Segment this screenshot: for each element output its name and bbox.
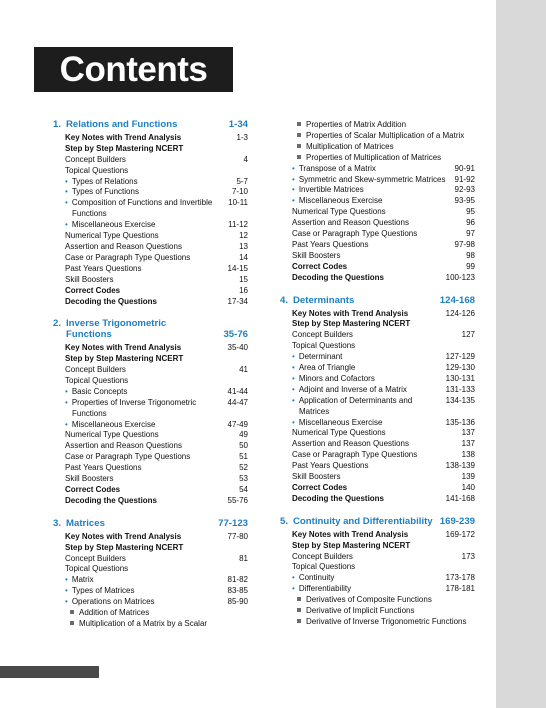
toc-topic-label: • Application of Determinants and Matrices [280, 396, 442, 418]
toc-entry-page: 98 [466, 250, 475, 260]
toc-entry[interactable] [53, 463, 248, 474]
chapter-row [280, 296, 475, 307]
toc-entry-label: Case or Paragraph Type Questions [65, 452, 191, 462]
toc-topic-page: 129-130 [445, 363, 475, 373]
toc-subtopic-label: Properties of Scalar Multiplication of a Matrix [280, 131, 471, 142]
toc-entry-label: Numerical Type Questions [65, 430, 159, 440]
toc-section[interactable] [280, 319, 475, 330]
toc-entry[interactable] [53, 554, 248, 565]
toc-entry[interactable] [53, 430, 248, 441]
toc-topic-label: • Determinant [280, 352, 442, 363]
toc-entry[interactable] [53, 231, 248, 242]
chapter-number: 5. [280, 515, 289, 527]
toc-entry[interactable] [280, 251, 475, 262]
toc-topic-page: 85-90 [227, 597, 248, 607]
toc-topic-page: 11-12 [228, 220, 248, 230]
chapter-heading[interactable] [280, 296, 475, 307]
toc-topic-page: 90-91 [454, 163, 475, 173]
toc-section-label: Key Notes with Trend Analysis [292, 529, 409, 539]
toc-subtopic[interactable] [53, 608, 248, 619]
toc-subtopic[interactable] [280, 142, 475, 153]
toc-entry-page: 41 [239, 365, 248, 375]
chapter-heading[interactable] [53, 120, 248, 131]
toc-section-page: 17-34 [227, 296, 248, 306]
chapter-title-text: Functions [66, 329, 112, 341]
toc-topic-page: 41-44 [227, 386, 248, 396]
toc-topic-label: • Transpose of a Matrix [280, 164, 451, 175]
toc-topic[interactable] [53, 597, 248, 608]
toc-entry-page: 138 [461, 450, 475, 460]
toc-topic[interactable] [280, 418, 475, 429]
toc-section[interactable] [280, 530, 475, 541]
toc-entry-label: Past Years Questions [292, 239, 369, 249]
toc-entry[interactable] [53, 275, 248, 286]
toc-entry-page: 14 [239, 252, 248, 262]
toc-topic-label: • Basic Concepts [53, 387, 224, 398]
toc-subtopic-label: Multiplication of a Matrix by a Scalar [53, 619, 244, 630]
toc-entry-label: Case or Paragraph Type Questions [65, 252, 191, 262]
toc-topic-page: 44-47 [227, 397, 248, 407]
toc-entry-page: 15 [239, 274, 248, 284]
toc-section[interactable] [280, 483, 475, 494]
toc-entry-label: Numerical Type Questions [292, 428, 386, 438]
toc-section[interactable] [53, 286, 248, 297]
toc-topic-page: 92-93 [454, 185, 475, 195]
toc-topic-page: 134-135 [445, 395, 475, 405]
chapter-number: 3. [53, 517, 62, 529]
toc-entry[interactable] [53, 474, 248, 485]
toc-topic-label: • Matrix [53, 575, 224, 586]
toc-entry-label: Topical Questions [292, 341, 356, 351]
toc-section[interactable] [53, 343, 248, 354]
toc-entry-page: 139 [461, 472, 475, 482]
toc-section-label: Key Notes with Trend Analysis [292, 308, 409, 318]
toc-subtopic[interactable] [280, 606, 475, 617]
toc-entry-page: 137 [461, 428, 475, 438]
toc-section[interactable] [53, 532, 248, 543]
toc-topic[interactable] [280, 374, 475, 385]
chapter-title-text: Determinants [293, 294, 355, 306]
toc-topic[interactable] [280, 196, 475, 207]
chapter-title-text: Continuity and Differentiability [293, 515, 433, 527]
toc-section-label: Correct Codes [65, 285, 121, 295]
toc-entry[interactable] [53, 441, 248, 452]
chapter-title [53, 519, 214, 530]
toc-topic-label: • Minors and Cofactors [280, 374, 442, 385]
toc-topic[interactable] [280, 584, 475, 595]
toc-entry[interactable] [53, 452, 248, 463]
toc-subtopic-label: Addition of Matrices [53, 608, 244, 619]
toc-topic[interactable] [53, 198, 248, 220]
toc-entry-label: Skill Boosters [65, 474, 114, 484]
toc-entry[interactable] [280, 330, 475, 341]
toc-entry-page: 95 [466, 207, 475, 217]
toc-entry[interactable] [280, 240, 475, 251]
toc-topic-label: • Area of Triangle [280, 363, 442, 374]
toc-topic-label: • Miscellaneous Exercise [53, 420, 224, 431]
toc-topic[interactable] [280, 185, 475, 196]
toc-section-page: 55-76 [227, 495, 248, 505]
page-edge-strip [496, 0, 546, 708]
chapter-heading[interactable] [280, 517, 475, 528]
toc-subtopic[interactable] [280, 153, 475, 164]
toc-section-page: 99 [466, 261, 475, 271]
toc-entry[interactable] [53, 155, 248, 166]
toc-topic-page: 81-82 [227, 575, 248, 585]
toc-entry-label: Past Years Questions [292, 461, 369, 471]
toc-subtopic-label: Multiplication of Matrices [280, 142, 471, 153]
toc-entry[interactable] [280, 552, 475, 563]
toc-topic[interactable] [53, 187, 248, 198]
toc-topic[interactable] [53, 387, 248, 398]
toc-section[interactable] [53, 354, 248, 365]
toc-topic[interactable] [280, 164, 475, 175]
chapter-page-range: 124-168 [439, 294, 475, 306]
toc-entry-label: Topical Questions [65, 165, 129, 175]
toc-entry-page: 81 [239, 553, 248, 563]
toc-section[interactable] [53, 543, 248, 554]
toc-topic-page: 130-131 [445, 373, 475, 383]
toc-section[interactable] [53, 297, 248, 308]
chapter-number: 1. [53, 119, 62, 130]
chapter-page-range: 35-76 [223, 329, 248, 341]
toc-topic-page: 5-7 [236, 176, 248, 186]
toc-topic-page: 83-85 [227, 586, 248, 596]
toc-topic[interactable] [53, 177, 248, 188]
toc-section-page: 169-172 [445, 529, 475, 539]
toc-entry-label: Case or Paragraph Type Questions [292, 450, 418, 460]
toc-section-page: 140 [461, 483, 475, 492]
toc-subtopic[interactable] [280, 120, 475, 131]
toc-topic[interactable] [280, 573, 475, 584]
toc-section-page: 35-40 [227, 343, 248, 353]
chapter-row [280, 517, 475, 528]
toc-entry-label: Numerical Type Questions [292, 207, 386, 217]
toc-entry-label: Assertion and Reason Questions [65, 241, 182, 251]
toc-entry-page: 52 [239, 463, 248, 473]
toc-topic-label: • Miscellaneous Exercise [280, 418, 442, 429]
toc-entry[interactable] [280, 461, 475, 472]
toc-section[interactable] [53, 485, 248, 496]
toc-section-page: 100-123 [445, 272, 475, 282]
toc-entry-label: Assertion and Reason Questions [65, 441, 182, 451]
toc-entry[interactable] [53, 376, 248, 387]
toc-topic-label: • Types of Functions [53, 187, 228, 198]
toc-topic[interactable] [280, 385, 475, 396]
toc-section[interactable] [280, 273, 475, 284]
toc-section-label: Decoding the Questions [292, 493, 385, 503]
toc-section-page: 77-80 [227, 531, 248, 541]
toc-topic-page: 7-10 [231, 187, 248, 197]
toc-section[interactable] [280, 494, 475, 505]
toc-subtopic[interactable] [280, 617, 475, 628]
toc-entry[interactable] [53, 166, 248, 177]
toc-topic-label: • Miscellaneous Exercise [280, 196, 451, 207]
toc-topic-page: 91-92 [454, 174, 475, 184]
toc-section-page: 1-3 [236, 132, 248, 142]
toc-column-right [280, 120, 475, 628]
toc-topic-label: • Adjoint and Inverse of a Matrix [280, 385, 442, 396]
chapter-number: 2. [53, 318, 62, 330]
toc-section-label: Correct Codes [65, 485, 121, 494]
toc-topic[interactable] [280, 175, 475, 186]
toc-topic-label: • Continuity [280, 573, 442, 584]
toc-section[interactable] [280, 541, 475, 552]
chapter-title-text: Matrices [66, 517, 105, 529]
toc-topic-page: 10-11 [228, 198, 248, 208]
toc-section-label: Key Notes with Trend Analysis [65, 531, 182, 541]
toc-subtopic-label: Properties of Multiplication of Matrices [280, 153, 471, 164]
toc-entry-page: 97-98 [454, 239, 475, 249]
toc-subtopic-label: Derivative of Inverse Trigonometric Functions [280, 617, 471, 628]
toc-section-label: Decoding the Questions [65, 296, 158, 306]
toc-section[interactable] [53, 496, 248, 507]
toc-entry[interactable] [53, 564, 248, 575]
chapter-number: 4. [280, 294, 289, 306]
toc-subtopic-label: Derivative of Implicit Functions [280, 606, 471, 617]
toc-section-label: Correct Codes [292, 261, 348, 271]
toc-section-label: Step by Step Mastering NCERT [65, 542, 184, 552]
toc-topic-page: 131-133 [445, 384, 475, 394]
toc-entry-label: Concept Builders [292, 551, 353, 561]
toc-entry[interactable] [53, 365, 248, 376]
toc-entry-label: Assertion and Reason Questions [292, 439, 409, 449]
toc-topic[interactable] [280, 363, 475, 374]
toc-subtopic[interactable] [280, 595, 475, 606]
toc-entry-page: 173 [461, 551, 475, 561]
chapter-title [280, 296, 436, 307]
toc-topic-label: • Properties of Inverse Trigonometric Functions [53, 398, 224, 420]
toc-entry-page: 137 [461, 439, 475, 449]
toc-topic-page: 135-136 [445, 417, 475, 427]
toc-entry-label: Case or Paragraph Type Questions [292, 229, 418, 239]
chapter-page-range: 169-239 [439, 515, 475, 527]
toc-entry[interactable] [53, 253, 248, 264]
toc-entry[interactable] [280, 218, 475, 229]
toc-entry[interactable] [280, 472, 475, 483]
toc-topic-label: • Differentiability [280, 584, 442, 595]
toc-section-label: Decoding the Questions [292, 272, 385, 282]
toc-section-label: Key Notes with Trend Analysis [65, 343, 182, 353]
chapter-title [53, 120, 225, 131]
toc-entry-label: Topical Questions [65, 375, 129, 385]
toc-topic-page: 127-129 [445, 352, 475, 362]
toc-topic-label: • Invertible Matrices [280, 185, 451, 196]
toc-topic[interactable] [53, 575, 248, 586]
toc-entry-label: Numerical Type Questions [65, 231, 159, 241]
toc-topic-page: 173-178 [445, 573, 475, 583]
chapter-row [53, 330, 248, 341]
toc-section-page: 124-126 [445, 308, 475, 318]
toc-subtopic-label: Properties of Matrix Addition [280, 120, 471, 131]
toc-entry-label: Topical Questions [65, 564, 129, 574]
toc-entry-label: Concept Builders [65, 553, 126, 563]
toc-entry[interactable] [280, 207, 475, 218]
toc-entry[interactable] [53, 264, 248, 275]
toc-subtopic[interactable] [280, 131, 475, 142]
chapter-heading[interactable] [53, 319, 248, 341]
toc-entry[interactable] [280, 229, 475, 240]
toc-topic-label: • Types of Matrices [53, 586, 224, 597]
toc-section[interactable] [280, 262, 475, 273]
toc-topic[interactable] [53, 420, 248, 431]
chapter-title-text: Relations and Functions [66, 119, 178, 130]
toc-topic-page: 178-181 [445, 584, 475, 594]
toc-entry-label: Concept Builders [65, 365, 126, 375]
chapter-heading[interactable] [53, 519, 248, 530]
toc-entry-page: 96 [466, 218, 475, 228]
toc-section-label: Step by Step Mastering NCERT [65, 143, 184, 153]
toc-entry-page: 4 [243, 154, 248, 164]
page-title: Contents [34, 47, 233, 92]
toc-entry-page: 50 [239, 441, 248, 451]
toc-entry[interactable] [53, 242, 248, 253]
toc-entry[interactable] [280, 450, 475, 461]
toc-section-label: Correct Codes [292, 483, 348, 492]
chapter-title-text: Inverse Trigonometric [66, 318, 167, 330]
toc-entry-label: Skill Boosters [292, 250, 341, 260]
toc-section-page: 54 [239, 485, 248, 494]
toc-topic-label: • Composition of Functions and Invertible Functions [53, 198, 224, 220]
toc-topic-label: • Miscellaneous Exercise [53, 220, 224, 231]
toc-section-label: Step by Step Mastering NCERT [292, 319, 411, 329]
toc-section-label: Key Notes with Trend Analysis [65, 132, 182, 142]
toc-entry-page: 53 [239, 474, 248, 484]
toc-entry-label: Past Years Questions [65, 463, 142, 473]
toc-column-left [53, 120, 248, 630]
toc-topic[interactable] [53, 398, 248, 420]
toc-entry-label: Assertion and Reason Questions [292, 218, 409, 228]
chapter-page-range: 77-123 [218, 517, 248, 529]
toc-section-page: 141-168 [445, 493, 475, 503]
toc-section-page: 16 [239, 285, 248, 295]
toc-topic[interactable] [280, 352, 475, 363]
toc-topic-label: • Symmetric and Skew-symmetric Matrices [280, 175, 451, 186]
toc-topic[interactable] [53, 586, 248, 597]
toc-entry-page: 14-15 [227, 263, 248, 273]
toc-entry-label: Skill Boosters [65, 274, 114, 284]
chapter-row [53, 519, 248, 530]
toc-section[interactable] [53, 133, 248, 144]
toc-entry[interactable] [280, 439, 475, 450]
chapter-title [280, 517, 436, 528]
toc-entry-page: 13 [239, 241, 248, 251]
toc-entry-label: Concept Builders [292, 330, 353, 340]
toc-topic-label: • Types of Relations [53, 177, 232, 188]
chapter-row [53, 120, 248, 131]
toc-section-label: Step by Step Mastering NCERT [292, 540, 411, 550]
toc-topic[interactable] [53, 220, 248, 231]
toc-section[interactable] [53, 144, 248, 155]
toc-entry-page: 49 [239, 430, 248, 440]
toc-entry[interactable] [280, 341, 475, 352]
toc-entry-label: Skill Boosters [292, 472, 341, 482]
toc-section[interactable] [280, 309, 475, 320]
toc-entry-page: 138-139 [445, 461, 475, 471]
toc-entry[interactable] [280, 562, 475, 573]
toc-entry-page: 127 [461, 330, 475, 340]
toc-topic-page: 47-49 [227, 419, 248, 429]
footer-bar [0, 666, 99, 678]
toc-entry-page: 12 [239, 231, 248, 241]
toc-entry-label: Past Years Questions [65, 263, 142, 273]
toc-section-label: Step by Step Mastering NCERT [65, 354, 184, 364]
toc-entry-label: Topical Questions [292, 562, 356, 572]
chapter-page-range: 1-34 [228, 119, 248, 130]
toc-topic-page: 93-95 [454, 196, 475, 206]
toc-entry-label: Concept Builders [65, 154, 126, 164]
toc-topic[interactable] [280, 396, 475, 418]
toc-subtopic-label: Derivatives of Composite Functions [280, 595, 471, 606]
toc-section-label: Decoding the Questions [65, 495, 158, 505]
toc-entry-page: 51 [239, 452, 248, 462]
toc-entry-page: 97 [466, 229, 475, 239]
toc-subtopic[interactable] [53, 619, 248, 630]
toc-topic-label: • Operations on Matrices [53, 597, 224, 608]
toc-entry[interactable] [280, 428, 475, 439]
